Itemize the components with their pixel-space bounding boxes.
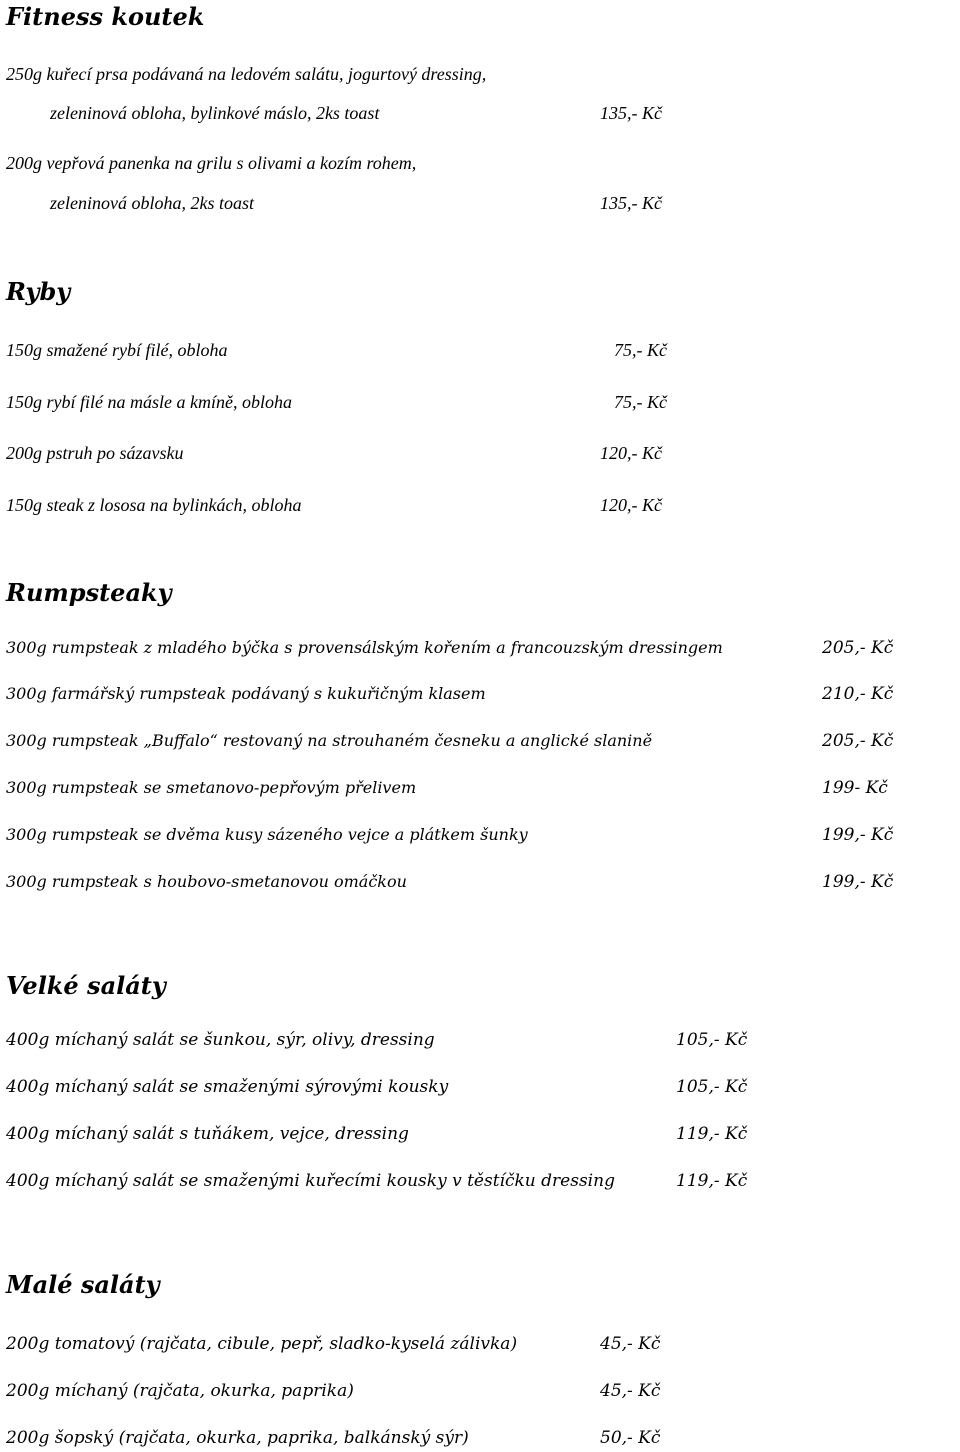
section-title-velke-salaty: Velké saláty: [6, 971, 166, 1000]
menu-item-name: 300g farmářský rumpsteak podávaný s kukuřičným klasem: [6, 684, 486, 703]
menu-item-price: 45,- Kč: [600, 1381, 661, 1401]
menu-item-name: 200g pstruh po sázavsku: [6, 443, 184, 463]
menu-item-price: 105,- Kč: [676, 1077, 748, 1097]
menu-item-price: 210,- Kč: [822, 684, 894, 704]
menu-item-price: 205,- Kč: [822, 731, 894, 751]
menu-item-name: 400g míchaný salát s tuňákem, vejce, dressing: [6, 1124, 409, 1144]
menu-item-price: 135,- Kč: [600, 103, 662, 123]
menu-item-price: 75,- Kč: [614, 392, 667, 412]
menu-item-name: 200g šopský (rajčata, okurka, paprika, balkánský sýr): [6, 1428, 469, 1448]
menu-item-line: 200g vepřová panenka na grilu s olivami a kozím rohem,: [6, 153, 417, 173]
menu-item-name: 150g smažené rybí filé, obloha: [6, 340, 228, 360]
menu-item-name: 400g míchaný salát se šunkou, sýr, olivy, dressing: [6, 1030, 435, 1050]
menu-item-name: 150g rybí filé na másle a kmíně, obloha: [6, 392, 292, 412]
menu-item-name: 300g rumpsteak „Buffalo“ restovaný na strouhaném česneku a anglické slanině: [6, 731, 653, 750]
menu-item-line: zeleninová obloha, 2ks toast: [50, 193, 254, 213]
menu-item-price: 119,- Kč: [676, 1124, 748, 1144]
menu-item-name: 300g rumpsteak se dvěma kusy sázeného vejce a plátkem šunky: [6, 825, 528, 844]
section-title-fitness: Fitness koutek: [6, 2, 205, 31]
menu-item-price: 105,- Kč: [676, 1030, 748, 1050]
menu-item-price: 45,- Kč: [600, 1334, 661, 1354]
menu-item-price: 199,- Kč: [822, 825, 894, 845]
menu-item-price: 135,- Kč: [600, 193, 662, 213]
section-title-ryby: Ryby: [6, 277, 71, 306]
menu-item-price: 75,- Kč: [614, 340, 667, 360]
menu-item-name: 300g rumpsteak s houbovo-smetanovou omáčkou: [6, 872, 407, 891]
menu-item-line: 250g kuřecí prsa podávaná na ledovém salátu, jogurtový dressing,: [6, 64, 487, 84]
menu-item-price: 120,- Kč: [600, 443, 662, 463]
menu-item-name: 400g míchaný salát se smaženými kuřecími kousky v těstíčku dressing: [6, 1171, 615, 1191]
section-title-male-salaty: Malé saláty: [6, 1270, 160, 1299]
menu-item-name: 150g steak z lososa na bylinkách, obloha: [6, 495, 302, 515]
menu-item-name: 400g míchaný salát se smaženými sýrovými kousky: [6, 1077, 449, 1097]
menu-item-name: 200g míchaný (rajčata, okurka, paprika): [6, 1381, 354, 1401]
menu-item-name: 200g tomatový (rajčata, cibule, pepř, sladko-kyselá zálivka): [6, 1334, 518, 1354]
menu-item-price: 199- Kč: [822, 778, 888, 798]
menu-item-price: 205,- Kč: [822, 638, 894, 658]
section-title-rumpsteaky: Rumpsteaky: [6, 578, 172, 607]
menu-item-name: 300g rumpsteak z mladého býčka s provensálským kořením a francouzským dressingem: [6, 638, 723, 657]
menu-item-price: 50,- Kč: [600, 1428, 661, 1448]
menu-item-price: 120,- Kč: [600, 495, 662, 515]
menu-item-line: zeleninová obloha, bylinkové máslo, 2ks toast: [50, 103, 380, 123]
menu-item-price: 119,- Kč: [676, 1171, 748, 1191]
menu-item-name: 300g rumpsteak se smetanovo-pepřovým přelivem: [6, 778, 417, 797]
menu-item-price: 199,- Kč: [822, 872, 894, 892]
